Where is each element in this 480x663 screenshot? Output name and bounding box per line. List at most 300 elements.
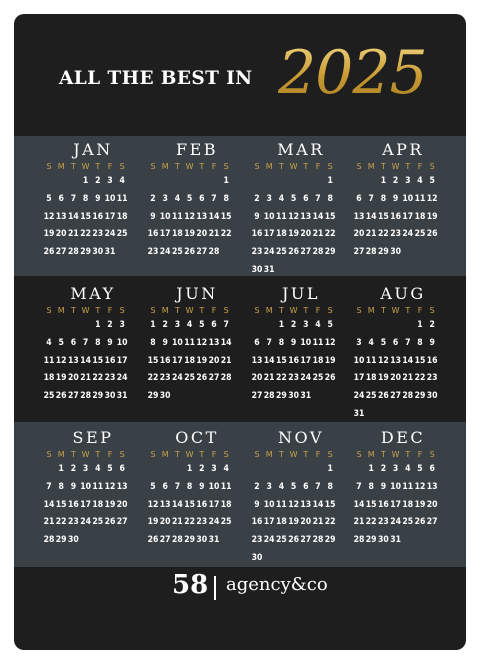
day-number: 10 [172, 337, 183, 348]
day-number: 10 [208, 481, 220, 492]
day-number: 16 [426, 355, 438, 366]
day-number: 26 [43, 247, 55, 258]
month-name: APR [382, 140, 424, 159]
year-title: 2025 [278, 38, 427, 108]
weekday-label: M [367, 162, 375, 171]
day-number: 20 [300, 229, 312, 240]
weekday-label: S [327, 450, 333, 459]
day-number: 20 [426, 499, 438, 510]
day-number: 25 [312, 373, 324, 384]
day-number: 3 [174, 320, 181, 330]
day-number: 19 [147, 517, 159, 528]
day-number: 23 [251, 535, 263, 546]
day-number: 16 [251, 229, 263, 240]
day-number: 26 [378, 391, 389, 402]
weekday-label: T [95, 450, 101, 459]
day-number: 3 [405, 176, 411, 186]
day-number: 10 [116, 337, 128, 348]
day-number: 12 [378, 355, 389, 366]
weekday-label: W [185, 162, 194, 171]
weekday-label: T [278, 450, 284, 459]
day-number: 7 [405, 337, 411, 348]
day-number: 4 [368, 337, 374, 348]
day-number: 4 [119, 176, 125, 186]
weekday-label: T [380, 450, 386, 459]
day-number: 28 [68, 247, 79, 258]
day-number: 16 [147, 229, 159, 240]
day-number: 11 [276, 211, 287, 222]
day-number: 17 [263, 229, 275, 240]
day-number: 19 [184, 229, 195, 240]
month-name: AUG [380, 284, 426, 303]
weekday-label: W [289, 306, 298, 315]
day-number: 24 [263, 535, 275, 546]
month-name: NOV [278, 428, 324, 447]
weekday-label: S [119, 306, 125, 315]
day-number: 9 [70, 481, 77, 492]
weekday-label: M [57, 306, 65, 315]
day-number: 20 [300, 517, 312, 528]
day-number: 27 [116, 517, 128, 528]
day-number: 13 [251, 355, 263, 366]
day-number: 6 [254, 337, 260, 348]
day-number: 24 [159, 247, 171, 258]
month-name: MAY [70, 284, 116, 303]
weekday-label: F [417, 306, 423, 315]
weekday-label: T [380, 162, 386, 171]
day-number: 5 [58, 337, 64, 348]
day-number: 2 [254, 193, 260, 204]
day-number: 26 [184, 247, 195, 258]
month-name: JAN [73, 140, 113, 159]
day-number: 11 [92, 481, 104, 492]
day-number: 2 [70, 464, 77, 474]
day-number: 17 [172, 355, 183, 366]
day-number: 27 [426, 517, 438, 528]
weekday-label: S [119, 450, 125, 459]
weekday-label: S [46, 450, 52, 459]
weekday-label: S [356, 162, 362, 171]
day-number: 22 [55, 517, 67, 528]
day-number: 1 [327, 464, 333, 474]
day-number: 30 [426, 391, 438, 402]
weekday-label: T [174, 306, 180, 315]
day-number: 28 [220, 373, 232, 384]
day-number: 30 [288, 391, 299, 402]
day-number: 3 [356, 337, 362, 348]
day-number: 8 [223, 193, 229, 204]
day-number: 4 [186, 320, 193, 330]
day-number: 9 [150, 211, 156, 222]
day-number: 23 [159, 373, 171, 384]
day-number: 22 [184, 517, 195, 528]
weekday-label: M [161, 306, 169, 315]
day-number: 17 [208, 499, 220, 510]
weekday-label: M [265, 162, 273, 171]
day-number: 17 [390, 499, 401, 510]
day-number: 11 [276, 499, 287, 510]
day-number: 4 [278, 481, 285, 492]
day-number: 27 [300, 247, 312, 258]
day-number: 26 [147, 535, 159, 546]
day-number: 18 [365, 373, 377, 384]
weekday-label: S [356, 306, 362, 315]
day-number: 12 [288, 211, 299, 222]
day-number: 4 [46, 337, 52, 348]
weekday-label: T [199, 450, 205, 459]
day-number: 14 [402, 355, 414, 366]
day-number: 16 [104, 355, 116, 366]
day-number: 7 [82, 337, 89, 348]
footer-number: 58 [172, 570, 209, 600]
day-number: 12 [184, 211, 195, 222]
weekday-label: F [417, 450, 423, 459]
day-number: 2 [162, 320, 168, 330]
day-number: 30 [159, 391, 171, 402]
day-number: 17 [80, 499, 91, 510]
weekday-label: S [429, 306, 435, 315]
day-number: 5 [380, 337, 387, 348]
weekday-label: W [391, 306, 400, 315]
day-number: 30 [251, 265, 263, 275]
day-number: 19 [288, 517, 299, 528]
day-number: 23 [288, 373, 299, 384]
day-number: 11 [43, 355, 55, 366]
day-number: 27 [353, 247, 365, 258]
day-number: 13 [196, 211, 208, 222]
day-number: 2 [199, 464, 205, 474]
day-number: 28 [263, 391, 275, 402]
day-number: 5 [150, 481, 156, 492]
day-number: 5 [290, 481, 297, 492]
day-number: 8 [58, 481, 64, 492]
day-number: 3 [266, 193, 272, 204]
day-number: 29 [55, 535, 67, 546]
weekday-label: S [254, 162, 260, 171]
day-number: 23 [251, 247, 263, 258]
day-number: 28 [43, 535, 55, 546]
day-number: 29 [324, 247, 336, 258]
weekday-label: T [405, 450, 411, 459]
day-number: 7 [356, 481, 362, 492]
day-number: 24 [172, 373, 183, 384]
day-number: 29 [378, 247, 389, 258]
month-name: FEB [175, 140, 219, 159]
day-number: 10 [353, 355, 365, 366]
month-name: DEC [380, 428, 426, 447]
weekday-label: W [185, 450, 194, 459]
day-number: 6 [392, 337, 399, 348]
day-number: 14 [353, 499, 365, 510]
day-number: 24 [104, 229, 116, 240]
day-number: 13 [116, 481, 128, 492]
day-number: 14 [312, 499, 324, 510]
day-number: 17 [159, 229, 171, 240]
day-number: 9 [107, 337, 113, 348]
weekday-label: S [223, 450, 229, 459]
weekday-label: S [327, 306, 333, 315]
day-number: 14 [365, 211, 377, 222]
day-number: 7 [223, 320, 229, 330]
day-number: 14 [172, 499, 183, 510]
day-number: 2 [95, 176, 101, 186]
day-number: 3 [211, 464, 217, 474]
day-number: 13 [68, 355, 79, 366]
day-number: 9 [392, 193, 399, 204]
weekday-label: W [81, 450, 90, 459]
day-number: 19 [288, 229, 299, 240]
day-number: 20 [55, 229, 67, 240]
weekday-label: M [367, 306, 375, 315]
day-number: 11 [414, 193, 426, 204]
weekday-label: T [199, 306, 205, 315]
weekday-label: T [303, 162, 309, 171]
weekday-label: T [95, 306, 101, 315]
day-number: 2 [392, 176, 399, 186]
day-number: 28 [402, 391, 414, 402]
day-number: 4 [278, 193, 285, 204]
day-number: 7 [174, 481, 181, 492]
day-number: 20 [208, 355, 220, 366]
day-number: 22 [220, 229, 232, 240]
day-number: 28 [365, 247, 377, 258]
day-number: 8 [186, 481, 193, 492]
day-number: 22 [365, 517, 377, 528]
day-number: 5 [327, 320, 333, 330]
day-number: 31 [300, 391, 312, 402]
day-number: 13 [300, 211, 312, 222]
day-number: 7 [368, 193, 374, 204]
day-number: 1 [278, 320, 285, 330]
day-number: 14 [43, 499, 55, 510]
day-number: 12 [43, 211, 55, 222]
day-number: 15 [365, 499, 377, 510]
day-number: 24 [402, 229, 414, 240]
day-number: 16 [92, 211, 104, 222]
day-number: 28 [208, 247, 220, 258]
day-number: 13 [390, 355, 401, 366]
day-number: 22 [324, 517, 336, 528]
day-number: 3 [119, 320, 125, 330]
day-number: 18 [184, 355, 195, 366]
weekday-label: M [57, 450, 65, 459]
weekday-label: T [95, 162, 101, 171]
day-number: 26 [288, 247, 299, 258]
weekday-label: T [380, 306, 386, 315]
day-number: 19 [196, 355, 208, 366]
day-number: 4 [417, 176, 423, 186]
weekday-label: F [211, 450, 217, 459]
day-number: 9 [254, 499, 260, 510]
day-number: 28 [312, 247, 324, 258]
day-number: 8 [150, 337, 156, 348]
day-number: 11 [312, 337, 324, 348]
day-number: 16 [196, 499, 208, 510]
day-number: 19 [414, 499, 426, 510]
day-number: 10 [80, 481, 91, 492]
day-number: 17 [104, 211, 116, 222]
day-number: 14 [263, 355, 275, 366]
weekday-label: F [107, 162, 113, 171]
weekday-label: M [367, 450, 375, 459]
day-number: 28 [353, 535, 365, 546]
day-number: 22 [324, 229, 336, 240]
day-number: 3 [266, 481, 272, 492]
weekday-label: F [211, 162, 217, 171]
day-number: 24 [390, 517, 401, 528]
day-number: 21 [68, 229, 79, 240]
day-number: 21 [43, 517, 55, 528]
day-number: 21 [365, 229, 377, 240]
tagline: ALL THE BEST IN [59, 68, 253, 89]
day-number: 22 [92, 373, 104, 384]
day-number: 6 [162, 481, 168, 492]
day-number: 23 [104, 373, 116, 384]
day-number: 21 [80, 373, 91, 384]
day-number: 25 [92, 517, 104, 528]
weekday-label: T [70, 162, 76, 171]
day-number: 19 [426, 211, 438, 222]
day-number: 28 [80, 391, 91, 402]
weekday-label: S [429, 162, 435, 171]
day-number: 16 [159, 355, 171, 366]
day-number: 28 [172, 535, 183, 546]
day-number: 30 [196, 535, 208, 546]
day-number: 18 [172, 229, 183, 240]
day-number: 24 [116, 373, 128, 384]
day-number: 22 [276, 373, 287, 384]
weekday-label: T [174, 450, 180, 459]
day-number: 1 [58, 464, 64, 474]
day-number: 11 [116, 193, 128, 204]
day-number: 9 [429, 337, 435, 348]
weekday-label: W [185, 306, 194, 315]
day-number: 29 [147, 391, 159, 402]
day-number: 15 [55, 499, 67, 510]
day-number: 8 [82, 193, 89, 204]
day-number: 23 [426, 373, 438, 384]
day-number: 18 [92, 499, 104, 510]
day-number: 21 [312, 229, 324, 240]
day-number: 11 [402, 481, 414, 492]
day-number: 16 [378, 499, 389, 510]
weekday-label: F [315, 306, 321, 315]
day-number: 18 [276, 229, 287, 240]
weekday-label: S [429, 450, 435, 459]
day-number: 14 [312, 211, 324, 222]
day-number: 16 [68, 499, 79, 510]
day-number: 5 [107, 464, 113, 474]
day-number: 29 [184, 535, 195, 546]
day-number: 21 [402, 373, 414, 384]
day-number: 13 [159, 499, 171, 510]
day-number: 2 [150, 193, 156, 204]
weekday-label: S [356, 450, 362, 459]
day-number: 30 [390, 247, 401, 258]
day-number: 1 [150, 320, 156, 330]
day-number: 19 [324, 355, 336, 366]
day-number: 2 [380, 464, 387, 474]
day-number: 10 [263, 499, 275, 510]
day-number: 26 [196, 373, 208, 384]
day-number: 26 [414, 517, 426, 528]
day-number: 1 [327, 176, 333, 186]
day-number: 5 [290, 193, 297, 204]
day-number: 24 [353, 391, 365, 402]
day-number: 18 [312, 355, 324, 366]
day-number: 5 [429, 176, 435, 186]
day-number: 16 [288, 355, 299, 366]
day-number: 16 [390, 211, 401, 222]
day-number: 24 [300, 373, 312, 384]
day-number: 9 [380, 481, 387, 492]
weekday-label: T [278, 306, 284, 315]
day-number: 31 [263, 265, 275, 275]
day-number: 25 [276, 535, 287, 546]
day-number: 30 [104, 391, 116, 402]
day-number: 11 [365, 355, 377, 366]
day-number: 12 [147, 499, 159, 510]
day-number: 29 [414, 391, 426, 402]
day-number: 3 [303, 320, 309, 330]
day-number: 25 [172, 247, 183, 258]
footer-divider [214, 576, 216, 600]
day-number: 15 [378, 211, 389, 222]
day-number: 30 [68, 535, 79, 546]
day-number: 12 [55, 355, 67, 366]
day-number: 15 [92, 355, 104, 366]
weekday-label: M [265, 306, 273, 315]
day-number: 11 [220, 481, 232, 492]
month-name: OCT [175, 428, 219, 447]
day-number: 3 [162, 193, 168, 204]
footer-company: agency&co [226, 574, 328, 595]
day-number: 20 [251, 373, 263, 384]
weekday-label: F [417, 162, 423, 171]
day-number: 17 [263, 517, 275, 528]
day-number: 6 [211, 320, 217, 330]
day-number: 5 [199, 320, 205, 330]
day-number: 18 [116, 211, 128, 222]
day-number: 24 [80, 517, 91, 528]
day-number: 10 [402, 193, 414, 204]
day-number: 7 [46, 481, 52, 492]
day-number: 23 [196, 517, 208, 528]
day-number: 22 [147, 373, 159, 384]
day-number: 26 [288, 535, 299, 546]
day-number: 25 [116, 229, 128, 240]
day-number: 6 [199, 193, 205, 204]
day-number: 14 [80, 355, 91, 366]
weekday-label: T [303, 306, 309, 315]
day-number: 12 [196, 337, 208, 348]
day-number: 12 [324, 337, 336, 348]
day-number: 4 [315, 320, 321, 330]
weekday-label: W [81, 162, 90, 171]
day-number: 5 [417, 464, 423, 474]
day-number: 28 [312, 535, 324, 546]
day-number: 17 [402, 211, 414, 222]
day-number: 10 [104, 193, 116, 204]
weekday-label: S [46, 162, 52, 171]
day-number: 31 [390, 535, 401, 546]
day-number: 7 [266, 337, 272, 348]
weekday-label: S [150, 162, 156, 171]
day-number: 1 [223, 176, 229, 186]
day-number: 26 [324, 373, 336, 384]
month-name: MAR [277, 140, 325, 159]
day-number: 27 [300, 535, 312, 546]
